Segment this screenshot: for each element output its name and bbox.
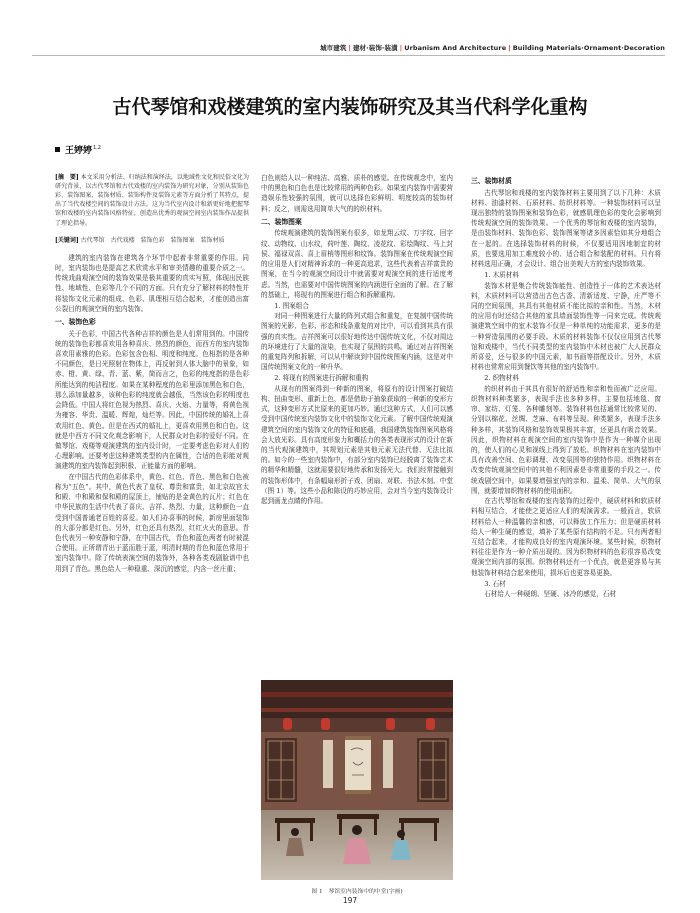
subsection-heading: 1. 木质材料 [484,271,519,280]
body-paragraph: 从现有的图案得到一种新的图案，将原有的设计图案打破结构、扭曲变形、重新上色，都是借助于抽象获取的一种新的变形方式，这种变形方式比原来的更加巧妙。通过这种方式，人们可以感受到中国传统室内装饰文化中的装饰文化元素。了解中国传统观演建筑空间的室内装饰文化的特征和底蕴，我国建筑装饰图案风格将会大放光彩。具有高度形象力和概括力的各类表现形式的设计在新的当代观演建筑中，其规划元素是其他元素无法代替、无法比拟的。如今的一些室内装饰中，有部分室内装饰已经脱离了装饰艺术的精华和精髓，这就需要很好地传承和发扬光大。我们经常接触到的装饰形体中，有条幅扇形折子戏、团扇、对联、书法木刻、中堂（图 1）等。这些小品和陈设的巧妙应用，会对当今室内装饰设计起到画龙点睛的作用。 [261,384,453,506]
page-number: 197 [342,896,358,905]
body-paragraph: 在中国古代的色彩体系中，黄色、红色、青色、黑色和白色被称为“五色”。其中，黄色代表了皇权、尊贵和富贵，如北京故宫太和殿、中和殿和保和殿的屋顶上，铺贴的是金黄色的瓦片；红色在中华民族的生活中代表了喜庆、吉祥、热烈、力量，这种颜色一直受到中国普通老百姓的喜爱。如人们办喜事的时候，新房里面装饰的大部分都是红色。另外，红色还具有热烈、红红火火的意思。青色代表另一种安静和宁静，在中国古代，青色和蓝色两者有时被混合使用。正所谓青出于蓝而胜于蓝，明清时期的青色和蓝色常用于室内装饰中。除了传统表演空间的装饰外，各种各类戏剧脸谱中也用到了青色。黑色给人一种稳重、深沉的感觉，内含一丝庄重； [55,472,249,573]
body-paragraph: 传统观演建筑的装饰图案有很多，如龙翔云纹、万字纹、回字纹、动物纹、山水纹，荷叶莲、陶纹、凌花纹、彩绘陶纹、马上封侯、福禄双喜、喜上眉梢等图形和纹饰。装饰图案在传统观演空间的应用是人们对精神诉求的一种更高追求，这些代表着吉祥富贵的图案，在当今的观演空间设计中就需要对观演空间的进行适度考虑。当然，也需要对中国传统图案的内涵进行全面的了解。在了解的基础上，将现有的图案进行组合和拆解重构。 [261,229,453,299]
abstract [55,173,249,228]
keywords [55,236,249,245]
square-bullet-icon [55,147,60,152]
body-paragraph: 白色则给人以一种纯洁、高雅、质朴的感觉。在传统观念中，室内中的黑色和白色也是比较常用的两种色彩。如果室内装饰中需要营造娱乐性较强的氛围，就可以选择色彩鲜明、明度较高的装饰材料；反之，则需选用简单大气的的织材料。 [261,174,453,213]
subsection-heading: 2. 将现有的图案进行拆解和重构 [274,374,369,383]
article-title: 古代琴馆和戏楼建筑的室内装饰研究及其当代科学化重构 [112,96,588,118]
column-left [55,173,249,883]
abstract-label: [摘 要] [55,174,79,181]
figure-caption: 图 1 琴馆室内装饰中的中堂(字画) [311,889,403,895]
journal-section-en: Urbanism And Architecture [404,44,507,52]
author-affiliation: 1,2 [93,145,101,151]
journal-subsection-en: Building Materials·Ornament·Decoration [512,44,665,52]
header-separator: | [508,44,511,52]
body-paragraph: 石材给人一种硬朗、坚硬、冰冷的感觉，石材 [484,590,617,599]
body-paragraph: 装饰木材是集合传统装饰能性、创造性于一体的艺术表达材料，木质材料可以营造出古色古香、清新适度、宁静，庄严等不同的空间氛围，其具有其他材质不能比拟的亲和性。当然，木材的应用有时还结合其他的家具墙面装饰性等一同来完成。传统观演建筑空间中的室木装饰不仅是一种单纯的功能需求，更多的是一种营造氛围的必要手段。木质的材料装饰不仅仅应用到古代琴馆和戏楼中，当代不同类型的室内装饰中木材也被广大人民群众所喜爱，还与很多的中国元素，如书画等搭配设计。另外，木质材料也常常应用到餐饮等其他的室内装饰中。 [471,281,661,372]
subsection-heading: 1. 图案组合 [274,301,309,310]
section-heading: 一、装饰色彩 [55,318,96,327]
keywords-label: [关键词] [55,236,79,244]
running-head [0,43,665,52]
header-rule [32,55,665,56]
body-paragraph: 古代琴馆和戏楼的室内装饰材料主要用到了以下几种：木质材料、油漆材料、石质材料、纺织材料等。一种装饰材料可以呈现出独特的装饰图案和装饰色彩，就感肌理色彩的变化会影响到传统观演空间的装饰效果。一个优秀的琴馆和戏楼的室内装饰，是由装饰材料、装饰色彩、装饰图案等诸多因素恰如其分地组合在一起的。在选择装饰材料的时候，不仅要适用因地制宜的材质，也要选用加工难度较小的、适合组合和装配的材料。只有将材料选用正确，才会设计、组合出美观大方的室内装饰效果。 [471,188,661,269]
header-separator: | [348,44,351,52]
author-line [55,143,101,156]
journal-subsection: 建材·装饰·装潢 [352,44,398,52]
guqin-hall-interior-image [261,680,453,880]
body-paragraph: 的织材料由于其具有很好的舒适性和亲和性而被广泛应用。织物材料种类繁多，表现手法也多种多样。主要包括地毯、窗帘、家纺、灯笼、各种雕刻等。装饰材料包括通常比较常见的、分别以棉花、丝绸、芝麻、布料等呈现。种类繁多，表现手法多种多样，其装饰风格和装饰效果极其丰富，还更具有吸音效果。因此，织物材料在观演空间的室内装饰中是作为一种媒介出现的，使人们的心灵和视线上得到了放松。织物材料在室内装饰中具有改善空间、色彩调理、改变氛围等的独特作用。织物材料在改变传统观演空间中的其他不利因素是非常重要的手段之一。传统戏剧空间中，如果要增强室内的亲和、温柔、简单、大气的氛围，就要增加织物材料的使用面积。 [471,384,661,495]
column-right [471,173,661,883]
figure-photo [261,680,453,880]
journal-section: 城市建筑 [320,44,347,52]
abstract-text: 本文采用分析法、归纳法和演绎法，以地域性文化和民俗文化为研究背景，以古代琴馆和古代戏楼的室内装饰为研究对象，分别从装饰色彩、装饰图案、装饰材质、装饰构件及装饰元素等方面分析了其特点，提出了当代戏楼空间的装饰设计方法。这为当代室内设计和新更好地把握琴馆和戏楼的室内装饰风格特征，创造出优秀的观演空间室内装饰作品提供了理论指导。 [55,174,249,227]
subsection-heading: 3. 石材 [484,579,506,588]
author-name: 王婷婷 [65,146,93,156]
body-paragraph: 关于色彩，中国古代各种吉祥的颜色是人们常用到的。中国传统的装饰色彩都喜欢用各种喜庆、热烈的颜色，而西方的室内装饰喜欢用素雅的色彩。色彩包含色相、明度和纯度。色相指的是各种不同颜色，是日光照射在物体上，再反射到人体大脑中的景象，如赤、橙、黄、绿、青、蓝、紫，简而言之，色彩的纯度指的是色彩所能达到的纯洁程度。如果在某种程度的色彩里添加黑色和白色，那么添加量越多，该种色彩的纯度就会越低，当然该色彩的明度也会降低。中国人将红色视为热烈、喜庆、火焰、力量等，将黄色视为雍容、华贵、温暖、辉煌，灿烂等。因此，中国传统的婚礼上喜欢用红色、黄色。但是在西式的婚礼上，更喜欢用黑色和白色。这就是中西方不同文化观念影响下，人民群众对色彩的爱好不同。在做琴馆、戏楼等观演建筑的室内设计时，一定要考虑色彩对人们的心理影响。还要考虑这种建筑类型的内在属性，合适的色彩能对观演建筑的室内装饰起到积极、正能量方面的影响。 [55,329,249,471]
body-paragraph: 在古代琴馆和戏楼的室内装饰的过程中，硬质材料和软质材料相互结合，才能使之更适应人们的观演需求。一般而言，软质材料给人一种温馨的亲和感，可以释放工作压力；但是硬质材料给人一种生硬的感觉，填补了某些原有结构的不足。只有两者相互结合起来，才能构成良好的室内观演环境。某些时候，织物材料往往是作为一种介质出现的。因为织物材料的色彩很容易改变观演空间内部的氛围。织物材料还有一个优点，就是更容易与其他装饰材料结合起来使用，损坏后也更容易更换。 [471,497,661,577]
subsection-heading: 2. 织物材料 [484,374,519,383]
intro-paragraph: 建筑的室内装饰在建筑各个环节中起着非常重要的作用。同时，室内装饰也是提高艺术欣赏水平和审美情趣的重要介质之一。传统戏曲观演空间的装饰效果是极其重要的真实写照，体现出民族性、地域性、色彩等几个不同的方面。只有充分了解材料的特性并将装饰文化元素的组成、色彩、肌理相互结合起来，才能创造出富公裂目的观演空间的室内装饰。 [55,253,249,313]
section-heading: 三、装饰材质 [471,177,512,185]
keywords-text: 古代琴馆 古代戏楼 装饰色彩 装饰图案 装饰材质 [80,236,225,244]
body-paragraph: 对同一种图案进行大量的阵列式组合和重复，在复制中国传统图案的光影、色彩、形态和线条重复的对比中，可以看到其具有很强的真实性。吉祥图案可以很好地传达中国传统文化，不仅对周边的环境进行了大量的渲染，也实现了氛围的共鸣。通过对吉祥图案的重复阵列和拆解，可以从中解读到中国传统图案内涵，这是对中国传统图案文化的一种升华。 [261,312,453,372]
section-heading: 二、装饰图案 [261,217,302,226]
header-separator: | [399,44,403,52]
